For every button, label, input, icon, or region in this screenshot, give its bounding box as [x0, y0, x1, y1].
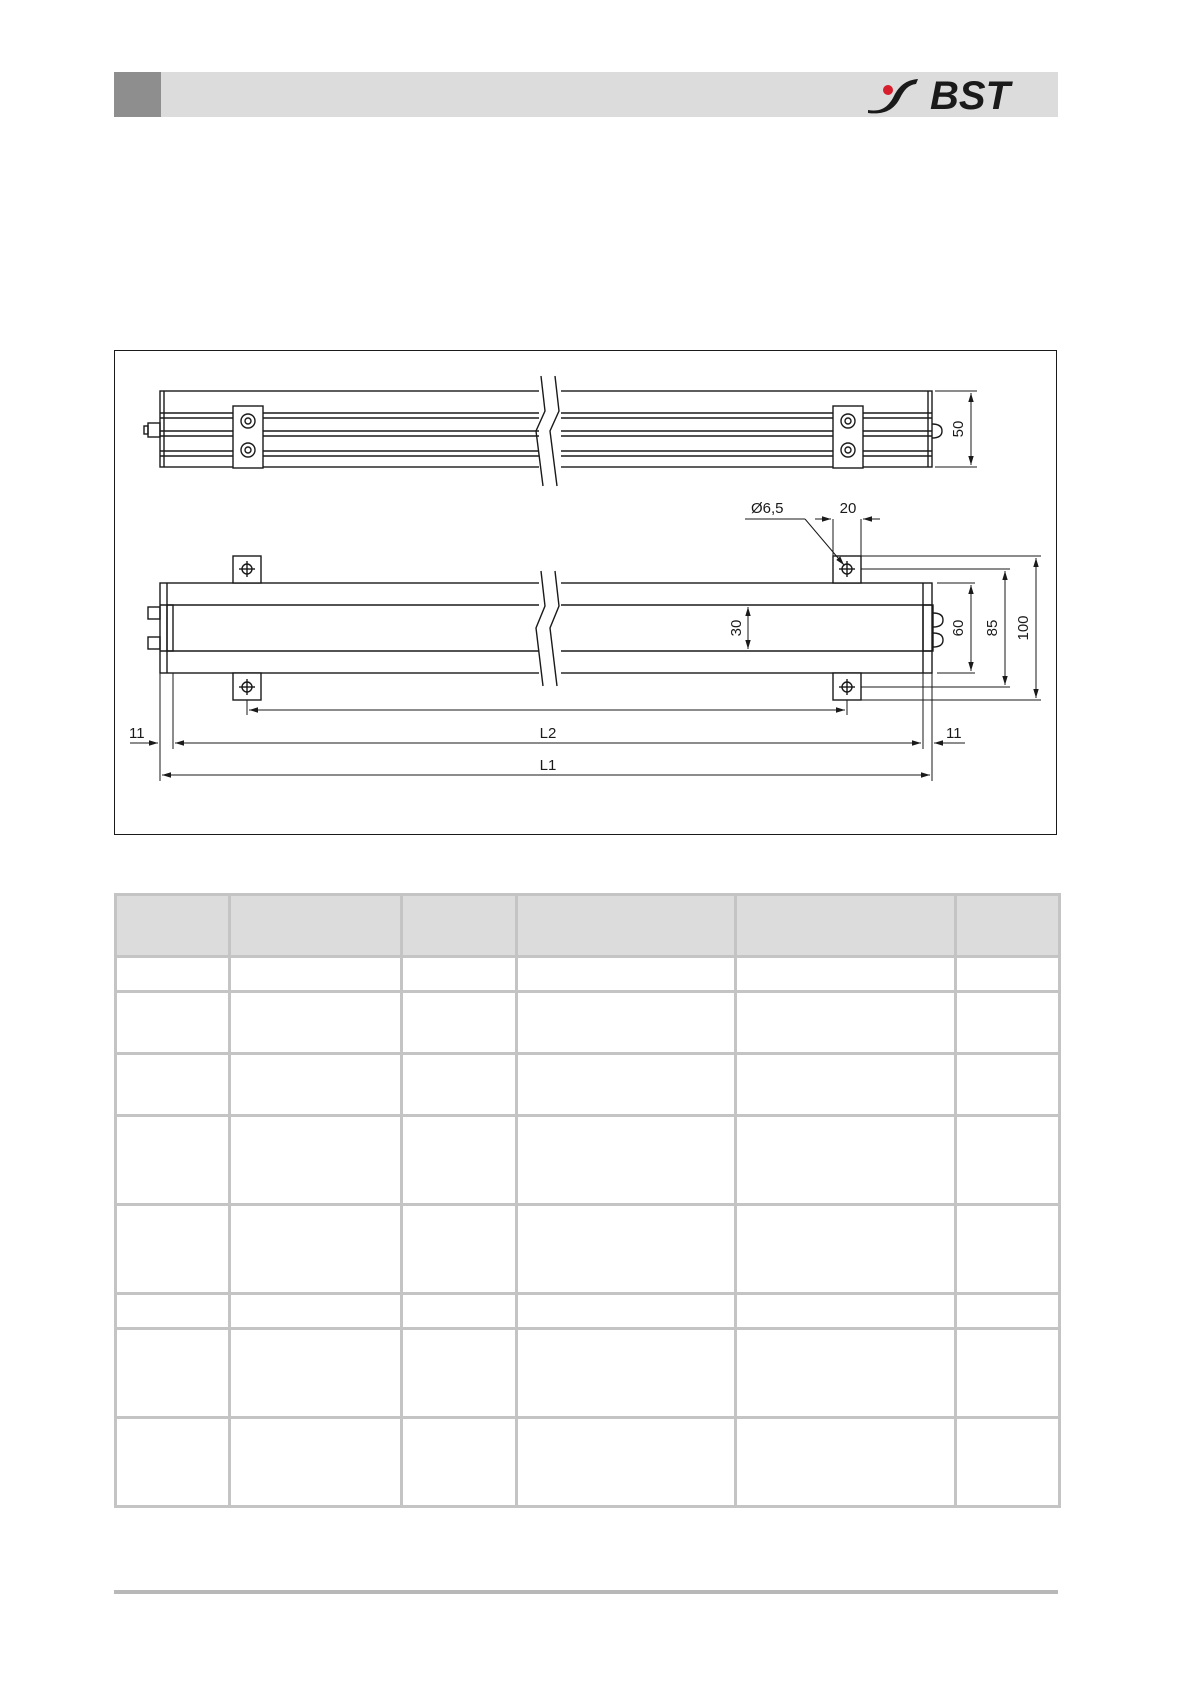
- table-row: [116, 992, 1060, 1054]
- table-cell: [402, 992, 517, 1054]
- dim-l2-label: L2: [539, 725, 557, 742]
- dim-100-label: 100: [1015, 615, 1032, 641]
- dim-50-label: 50: [950, 420, 967, 438]
- table-cell: [402, 1116, 517, 1205]
- table-cell: [956, 1205, 1060, 1294]
- technical-drawing: [114, 350, 1057, 835]
- table-header-cell: [402, 895, 517, 957]
- table-header-cell: [517, 895, 736, 957]
- table-cell: [517, 1418, 736, 1507]
- header-tab: [114, 72, 161, 117]
- table-header-cell: [736, 895, 956, 957]
- bst-logo: [866, 74, 1056, 115]
- table-cell: [116, 1116, 230, 1205]
- top-view-profile: [144, 376, 942, 486]
- spec-table: [114, 893, 1061, 1508]
- table-cell: [402, 1054, 517, 1116]
- table-row: [116, 1418, 1060, 1507]
- table-cell: [736, 957, 956, 992]
- table-cell: [956, 957, 1060, 992]
- table-header-row: [116, 895, 1060, 957]
- logo-text: BST: [930, 74, 1010, 115]
- table-cell: [230, 992, 402, 1054]
- table-cell: [402, 1294, 517, 1329]
- table-row: [116, 957, 1060, 992]
- table-cell: [230, 1054, 402, 1116]
- table-cell: [116, 957, 230, 992]
- dim-11-left-label: 11: [129, 725, 145, 742]
- table-cell: [116, 1294, 230, 1329]
- table-cell: [736, 1329, 956, 1418]
- table-cell: [402, 1418, 517, 1507]
- table-cell: [736, 1116, 956, 1205]
- table-cell: [116, 1054, 230, 1116]
- table-cell: [517, 1329, 736, 1418]
- dim-l1-label: L1: [539, 757, 557, 774]
- table-row: [116, 1329, 1060, 1418]
- table-cell: [736, 992, 956, 1054]
- table-cell: [402, 1329, 517, 1418]
- table-cell: [956, 1294, 1060, 1329]
- bst-swoosh-logo-icon: [866, 74, 1056, 115]
- table-row: [116, 1294, 1060, 1329]
- table-row: [116, 1054, 1060, 1116]
- table-cell: [517, 1116, 736, 1205]
- table-cell: [402, 957, 517, 992]
- front-view-profile: [148, 556, 943, 700]
- dim-85-label: 85: [984, 619, 1001, 637]
- table-cell: [230, 1294, 402, 1329]
- table-cell: [736, 1294, 956, 1329]
- table-cell: [230, 1418, 402, 1507]
- table-cell: [116, 1329, 230, 1418]
- table-cell: [517, 1294, 736, 1329]
- table-cell: [956, 1329, 1060, 1418]
- table-cell: [517, 992, 736, 1054]
- dim-30-label: 30: [728, 619, 745, 637]
- table-cell: [517, 1205, 736, 1294]
- footer-divider: [114, 1590, 1058, 1594]
- table-cell: [736, 1054, 956, 1116]
- dim-20-label: 20: [839, 500, 857, 517]
- table-cell: [230, 957, 402, 992]
- table-row: [116, 1205, 1060, 1294]
- table-cell: [736, 1205, 956, 1294]
- table-cell: [956, 992, 1060, 1054]
- table-header-cell: [116, 895, 230, 957]
- table-cell: [116, 1418, 230, 1507]
- table-cell: [517, 1054, 736, 1116]
- table-cell: [736, 1418, 956, 1507]
- table-cell: [116, 992, 230, 1054]
- dim-hole-diameter-label: Ø6,5: [751, 500, 784, 517]
- table-row: [116, 1116, 1060, 1205]
- dim-60-label: 60: [950, 619, 967, 637]
- table-header-cell: [230, 895, 402, 957]
- dim-11-right-label: 11: [946, 725, 962, 742]
- drawing-canvas: [115, 351, 1056, 834]
- table-cell: [956, 1116, 1060, 1205]
- table-header-cell: [956, 895, 1060, 957]
- table-cell: [956, 1418, 1060, 1507]
- table-cell: [230, 1329, 402, 1418]
- table-cell: [517, 957, 736, 992]
- table-cell: [956, 1054, 1060, 1116]
- table-cell: [230, 1205, 402, 1294]
- table-cell: [230, 1116, 402, 1205]
- table-cell: [402, 1205, 517, 1294]
- table-cell: [116, 1205, 230, 1294]
